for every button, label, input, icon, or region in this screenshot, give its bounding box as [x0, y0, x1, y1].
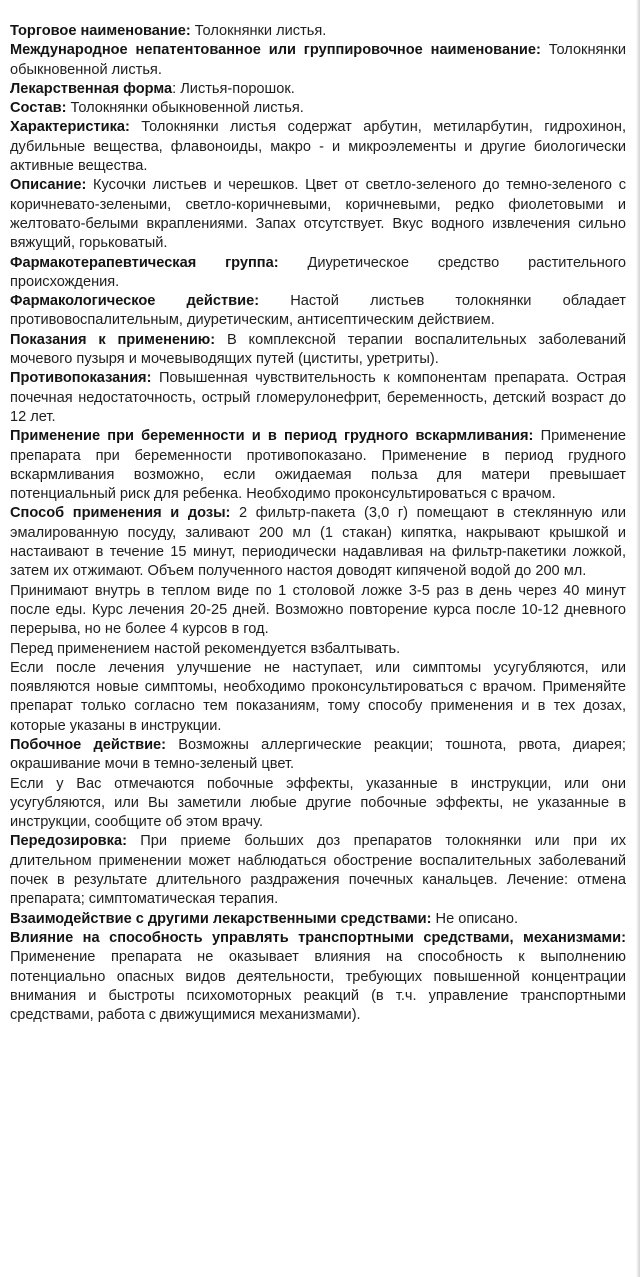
section-interactions	[10, 910, 626, 929]
section-label: Показания к применению:	[10, 331, 216, 348]
section-driving	[10, 929, 626, 1025]
section-label: Состав:	[10, 100, 67, 117]
section-text: Кусочки листьев и черешков. Цвет от светло-зеленого до темно-зеленого с коричневато-зелеными, светло-коричневыми, коричневыми, редко фиолетовыми и желтовато-белыми вкраплениями. Запах отсутствует. Вкус водного извлечения сильно вяжущий, горьковатый.	[10, 177, 626, 252]
section-text: Толокнянки обыкновенной листья.	[66, 100, 304, 117]
section-text: В комплексной терапии воспалительных заболеваний мочевого пузыря и мочевыводящих путей (циститы, уретриты).	[10, 331, 626, 368]
section-label: Торговое наименование:	[10, 23, 191, 39]
section-pregnancy	[10, 427, 626, 504]
section-label: Передозировка:	[10, 833, 127, 850]
paragraph-shake	[10, 640, 626, 659]
section-overdose	[10, 832, 626, 909]
section-text: Толокнянки листья содержат арбутин, метиларбутин, гидрохинон, дубильные вещества, флавоноиды, макро - и микроэлементы и другие биологически активные вещества.	[10, 119, 626, 175]
paragraph-consult	[10, 659, 626, 736]
section-text: При приеме больших доз препаратов толокнянки или при их длительном применении может наблюдаться обострение воспалительных заболеваний почек в результате длительного раздражения почечных канальцев. Лечение: отмена препарата; симптоматическая терапия.	[10, 833, 626, 908]
paragraph-dosage-intake	[10, 582, 626, 640]
section-text: Диуретическое средство растительного происхождения.	[10, 254, 626, 290]
section-label: Взаимодействие с другими лекарственными средствами:	[10, 910, 432, 927]
section-label: Характеристика:	[10, 119, 130, 136]
section-label: Международное непатентованное или группировочное наименование:	[10, 42, 541, 59]
section-contraindications	[10, 369, 626, 427]
section-characteristics	[10, 118, 626, 176]
instruction-document	[10, 22, 626, 1025]
section-text: Не описано.	[431, 910, 519, 927]
section-label: Побочное действие:	[10, 736, 167, 753]
section-text: Настой листьев толокнянки обладает противовоспалительным, диуретическим, антисептическим действием.	[10, 293, 626, 329]
section-dosage-form	[10, 80, 626, 99]
section-dosage	[10, 504, 626, 581]
section-side-effects	[10, 736, 626, 775]
paragraph-side-effects-report	[10, 775, 626, 833]
section-label: Фармакотерапевтическая группа:	[10, 254, 279, 271]
section-trade-name	[10, 22, 626, 41]
section-label: Лекарственная форма	[10, 80, 173, 97]
section-text: Если у Вас отмечаются побочные эффекты, указанные в инструкции, или они усугубляются, или Вы заметили любые другие побочные эффекты, не указанные в инструкции, сообщите об этом врачу.	[10, 775, 626, 831]
section-label: Фармакологическое действие:	[10, 293, 260, 310]
section-text: Толокнянки обыкновенной листья.	[10, 42, 626, 78]
section-label: Влияние на способность управлять транспортными средствами, механизмами:	[10, 929, 626, 946]
section-text: Перед применением настой рекомендуется взбалтывать.	[10, 640, 401, 657]
section-indications	[10, 331, 626, 370]
section-description	[10, 176, 626, 253]
section-label: Применение при беременности и в период грудного вскармливания:	[10, 428, 534, 445]
section-text: Толокнянки листья.	[190, 23, 327, 39]
section-text: Если после лечения улучшение не наступает, или симптомы усугубляются, или появляются новые симптомы, необходимо проконсультироваться с врачом. Применяйте препарат только согласно тем показаниям, тому способу применения и в тех дозах, которые указаны в инструкции.	[10, 659, 626, 734]
section-composition	[10, 99, 626, 118]
section-pharmacological-action	[10, 292, 626, 331]
section-label: Способ применения и дозы:	[10, 505, 231, 522]
section-text: 2 фильтр-пакета (3,0 г) помещают в стеклянную или эмалированную посуду, заливают 200 мл (1 стакан) кипятка, накрывают крышкой и настаивают в течение 15 минут, периодически надавливая на фильтр-пакетики ложкой, затем их отжимают. Объем полученного настоя доводят кипяченой водой до 200 мл.	[10, 505, 626, 580]
section-text: Возможны аллергические реакции; тошнота, рвота, диарея; окрашивание мочи в темно-зеленый цвет.	[10, 736, 626, 773]
section-text: Принимают внутрь в теплом виде по 1 столовой ложке 3-5 раз в день через 40 минут после еды. Курс лечения 20-25 дней. Возможно повторение курса после 10-12 дневного перерыва, но не более 4 курсов в год.	[10, 582, 626, 638]
section-pharmacotherapeutic-group	[10, 254, 626, 293]
section-label: Описание:	[10, 177, 87, 194]
section-text: : Листья-порошок.	[172, 80, 295, 97]
section-text: Применение препарата при беременности противопоказано. Применение в период грудного вскармливания возможно, если ожидаемая польза для матери превышает потенциальный риск для ребенка. Необходимо проконсультироваться с врачом.	[10, 428, 626, 503]
page-edge-shadow	[636, 0, 640, 1277]
section-inn	[10, 41, 626, 80]
section-text: Повышенная чувствительность к компонентам препарата. Острая почечная недостаточность, острый гломерулонефрит, беременность, детский возраст до 12 лет.	[10, 370, 626, 425]
section-label: Противопоказания:	[10, 370, 152, 387]
section-text: Применение препарата не оказывает влияния на способность к выполнению потенциально опасных видов деятельности, требующих повышенной концентрации внимания и быстроты психомоторных реакций (в т.ч. управление транспортными средствами, работа с движущимися механизмами).	[10, 949, 626, 1024]
